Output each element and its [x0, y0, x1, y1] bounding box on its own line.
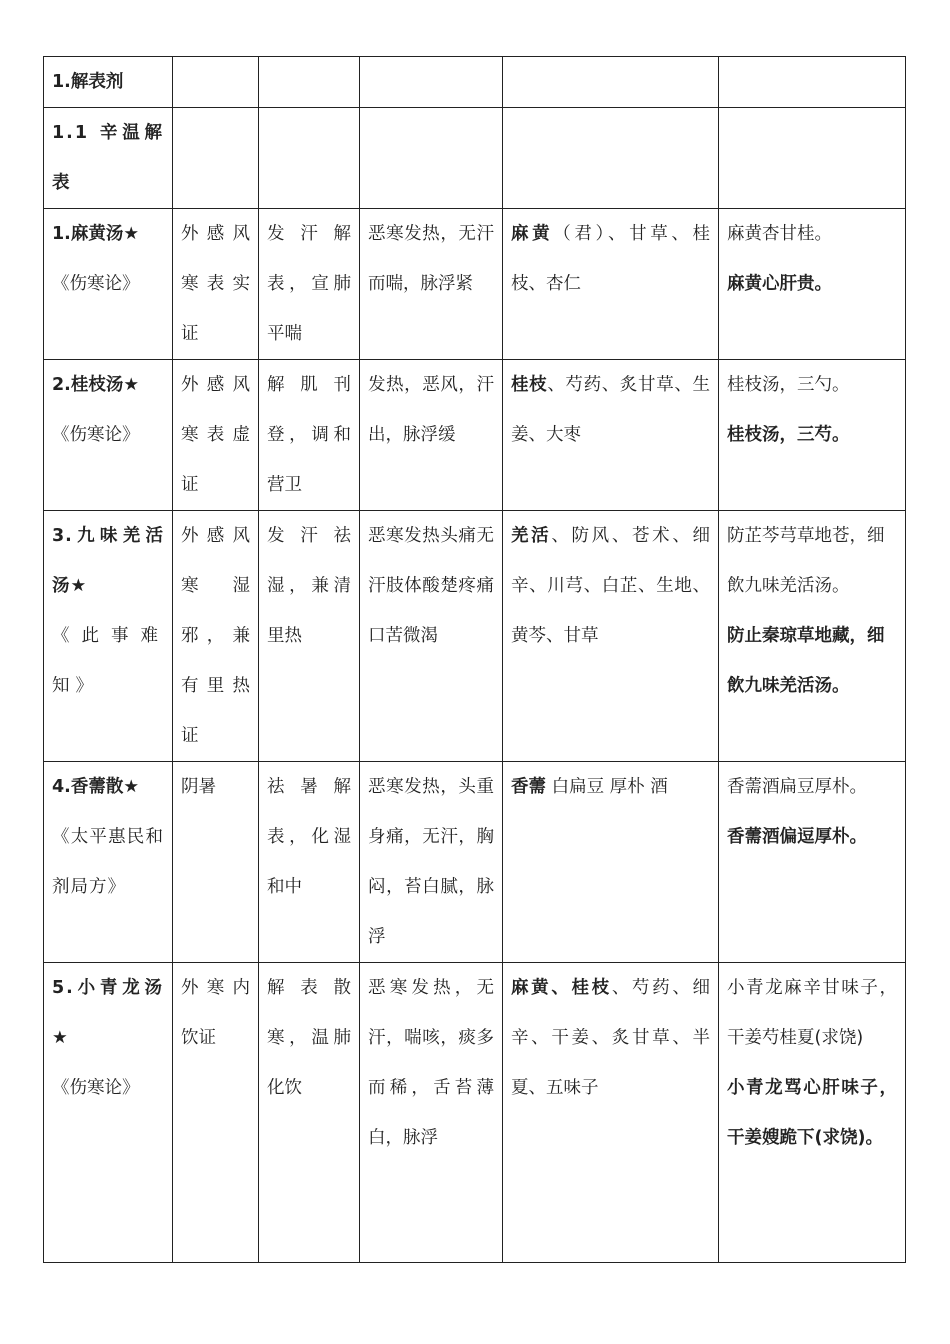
empty-cell [719, 108, 906, 209]
herbs-rest: 、芍药、细辛、干姜、炙甘草、半夏、五味子 [511, 978, 711, 1098]
formula-name: 5.小青龙汤★ [52, 978, 164, 1048]
table-row [44, 360, 906, 511]
herbs-main: 麻黄 [511, 224, 554, 244]
effect-cell: 发汗解表，宣肺平喘 [259, 209, 360, 360]
subsection-title: 1.1 辛温解表 [44, 108, 173, 209]
empty-cell [259, 108, 360, 209]
herbs-main: 香薷 [511, 777, 546, 797]
formula-name-cell [44, 511, 173, 762]
formula-source: 《伤寒论》 [52, 1078, 140, 1098]
formula-name: 4.香薷散★ [52, 777, 140, 797]
empty-cell [259, 57, 360, 108]
herbs-main: 麻黄、桂枝 [511, 978, 612, 998]
empty-cell [719, 57, 906, 108]
herbs-cell [503, 511, 719, 762]
herbs-cell [503, 209, 719, 360]
formula-name-cell [44, 762, 173, 963]
mnemonic-bold-text: 防止秦琼草地藏，细飲九味羌活汤。 [727, 626, 885, 696]
formula-name-cell [44, 360, 173, 511]
symptoms-cell: 恶寒发热，无汗而喘，脉浮紧 [360, 209, 503, 360]
mnemonic-cell [719, 762, 906, 963]
mnemonic-text: 小青龙麻辛甘味子，干姜芍桂夏(求饶) [727, 978, 897, 1048]
empty-cell [173, 108, 259, 209]
formula-source: 《此事难知》 [52, 626, 164, 696]
mnemonic-cell [719, 209, 906, 360]
herbs-main: 桂枝 [511, 375, 548, 395]
herbs-rest: 、防风、苍术、细辛、川芎、白芷、生地、黄芩、甘草 [511, 526, 711, 646]
syndrome-cell: 外感风寒湿邪，兼有里热证 [173, 511, 259, 762]
table-row [44, 762, 906, 963]
formula-name-cell [44, 963, 173, 1263]
herbs-rest: 白扁豆 厚朴 酒 [546, 777, 668, 797]
syndrome-cell: 外感风寒表虚证 [173, 360, 259, 511]
mnemonic-bold-text: 麻黄心肝贵。 [727, 274, 832, 294]
herbs-rest: （君）、甘草、桂枝、杏仁 [511, 224, 711, 294]
table-row [44, 511, 906, 762]
syndrome-cell: 外寒内饮证 [173, 963, 259, 1263]
table-row [44, 963, 906, 1263]
mnemonic-bold-text: 小青龙骂心肝味子，干姜嫂跪下(求饶)。 [727, 1078, 897, 1148]
formula-source: 《太平惠民和剂局方》 [52, 827, 164, 897]
herbs-cell [503, 762, 719, 963]
symptoms-cell: 恶寒发热，无汗，喘咳，痰多而稀，舌苔薄白，脉浮 [360, 963, 503, 1263]
section-row [44, 57, 906, 108]
effect-cell: 祛暑解表，化湿和中 [259, 762, 360, 963]
empty-cell [503, 57, 719, 108]
herbs-cell [503, 963, 719, 1263]
formula-source: 《伤寒论》 [52, 274, 140, 294]
herbs-main: 羌活 [511, 526, 552, 546]
formula-source: 《伤寒论》 [52, 425, 140, 445]
mnemonic-cell [719, 511, 906, 762]
formula-name: 2.桂枝汤★ [52, 375, 140, 395]
herbs-rest: 、芍药、炙甘草、生姜、大枣 [511, 375, 711, 445]
symptoms-cell: 恶寒发热，头重身痛，无汗，胸闷，苔白腻，脉浮 [360, 762, 503, 963]
mnemonic-bold-text: 桂枝汤，三芍。 [727, 425, 850, 445]
mnemonic-cell [719, 360, 906, 511]
effect-cell: 发汗祛湿，兼清里热 [259, 511, 360, 762]
symptoms-cell: 恶寒发热头痛无汗肢体酸楚疼痛口苦微渴 [360, 511, 503, 762]
formula-table [43, 56, 906, 1263]
mnemonic-cell [719, 963, 906, 1263]
syndrome-cell: 外感风寒表实证 [173, 209, 259, 360]
formula-name: 1.麻黄汤★ [52, 224, 140, 244]
mnemonic-text: 防芷芩芎草地苍，细飲九味羌活汤。 [727, 526, 885, 596]
effect-cell: 解表散寒，温肺化饮 [259, 963, 360, 1263]
symptoms-cell: 发热，恶风，汗出，脉浮缓 [360, 360, 503, 511]
empty-cell [360, 108, 503, 209]
mnemonic-text: 麻黄杏甘桂。 [727, 224, 832, 244]
empty-cell [503, 108, 719, 209]
section-title: 1.解表剂 [44, 57, 173, 108]
empty-cell [360, 57, 503, 108]
table-row [44, 209, 906, 360]
syndrome-cell: 阴暑 [173, 762, 259, 963]
mnemonic-text: 香薷酒扁豆厚朴。 [727, 777, 867, 797]
herbs-cell [503, 360, 719, 511]
empty-cell [173, 57, 259, 108]
subsection-row [44, 108, 906, 209]
effect-cell: 解肌刊登，调和营卫 [259, 360, 360, 511]
mnemonic-bold-text: 香薷酒偏逗厚朴。 [727, 827, 867, 847]
mnemonic-text: 桂枝汤，三勺。 [727, 375, 850, 395]
formula-name: 3.九味羌活汤★ [52, 526, 164, 596]
formula-name-cell [44, 209, 173, 360]
